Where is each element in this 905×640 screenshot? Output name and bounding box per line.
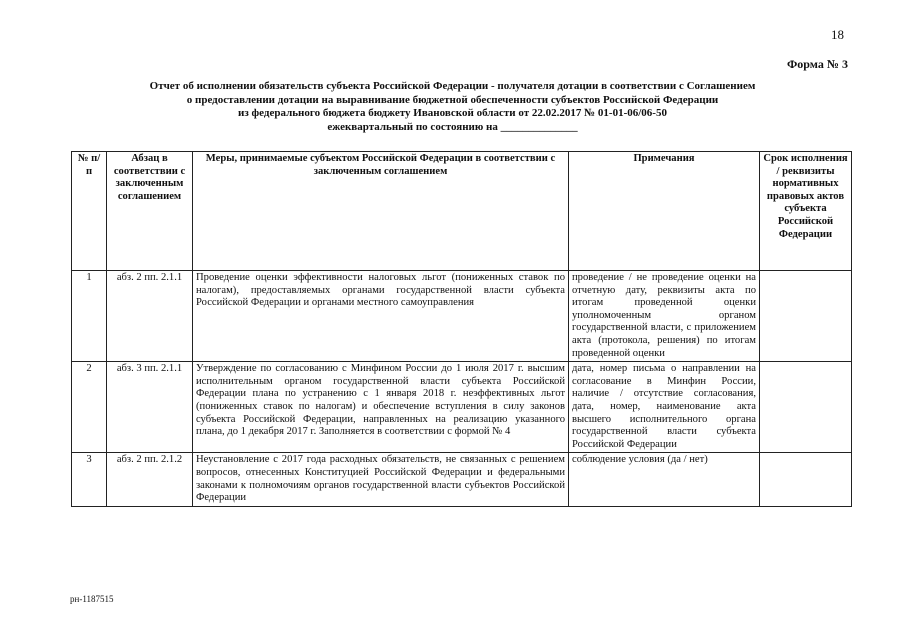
row-deadline xyxy=(760,453,852,506)
row-measure: Неустановление с 2017 года расходных обязательств, не связанных с решением вопросов, отнесенных Конституцией Российской Федерации и федеральными законами к полномочиям органов государственной власти субъектов Российской Федерации xyxy=(193,453,569,506)
row-notes: дата, номер письма о направлении на согласование в Минфин России, наличие / отсутствие согласования, дата, номер, наименование акта высшего исполнительного органа государственной власти субъекта Российской Федерации xyxy=(569,362,760,453)
row-deadline xyxy=(760,271,852,362)
header-clause: Абзац в соответствии с заключенным соглашением xyxy=(107,152,193,271)
row-measure: Утверждение по согласованию с Минфином России до 1 июля 2017 г. высшим исполнительным органом государственной власти субъекта Российской Федерации плана по устранению с 1 января 2018 г. неэффективных льгот (пониженных ставок по налогам) и обеспечение вступления в силу законов субъекта Российской Федерации, направленных на реализацию указанного плана, до 1 декабря 2017 г. Заполняется в соответствии с формой № 4 xyxy=(193,362,569,453)
header-measures: Меры, принимаемые субъектом Российской Федерации в соответствии с заключенным соглашением xyxy=(193,152,569,271)
table-row xyxy=(72,271,852,362)
row-deadline xyxy=(760,362,852,453)
form-label: Форма № 3 xyxy=(787,57,848,71)
row-measure: Проведение оценки эффективности налоговых льгот (пониженных ставок по налогам), предоставляемых органами государственной власти субъекта Российской Федерации и органами местного самоуправления xyxy=(193,271,569,362)
title-line: ежеквартальный по состоянию на ______________ xyxy=(327,120,578,133)
document-code: рн-1187515 xyxy=(70,594,114,604)
row-notes: соблюдение условия (да / нет) xyxy=(569,453,760,506)
row-number: 3 xyxy=(72,453,107,506)
report-title xyxy=(100,80,805,134)
header-notes: Примечания xyxy=(569,152,760,271)
table-row xyxy=(72,362,852,453)
row-number: 2 xyxy=(72,362,107,453)
row-number: 1 xyxy=(72,271,107,362)
row-clause: абз. 3 пп. 2.1.1 xyxy=(107,362,193,453)
header-deadline: Срок исполнения / реквизиты нормативных правовых актов субъекта Российской Федерации xyxy=(760,152,852,271)
header-number: № п/п xyxy=(72,152,107,271)
title-line: о предоставлении дотации на выравнивание бюджетной обеспеченности субъектов Российской Федерации xyxy=(186,93,719,106)
obligations-table xyxy=(71,151,852,507)
title-line: из федерального бюджета бюджету Ивановской области от 22.02.2017 № 01-01-06/06-50 xyxy=(238,107,667,119)
title-line: Отчет об исполнении обязательств субъекта Российской Федерации - получателя дотации в соответствии с Соглашением xyxy=(149,80,756,92)
table-row xyxy=(72,453,852,506)
table-header-row xyxy=(72,152,852,271)
row-notes: проведение / не проведение оценки на отчетную дату, реквизиты акта по итогам проведенной оценки уполномоченным органом государственной власти, с приложением акта (протокола, решения) по итогам проведенной оценки xyxy=(569,271,760,362)
page-number: 18 xyxy=(831,27,844,42)
row-clause: абз. 2 пп. 2.1.1 xyxy=(107,271,193,362)
row-clause: абз. 2 пп. 2.1.2 xyxy=(107,453,193,506)
